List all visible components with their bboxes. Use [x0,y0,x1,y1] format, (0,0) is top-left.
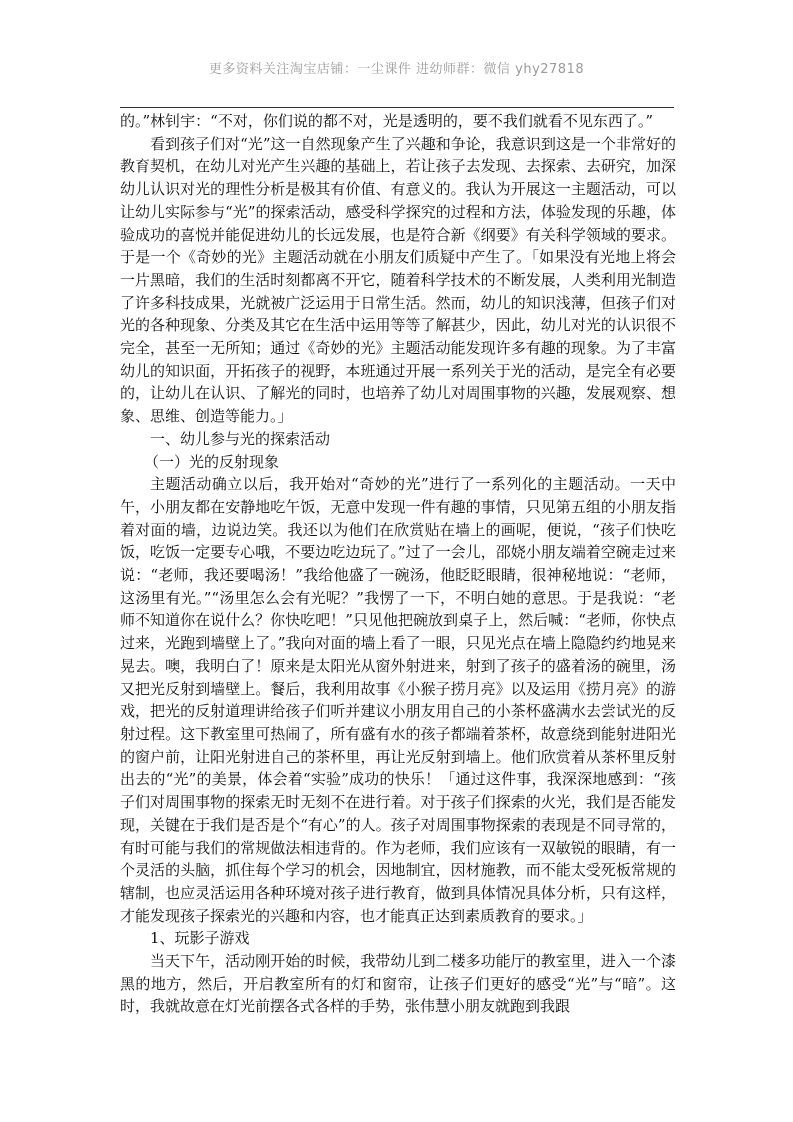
paragraph-shadow-game: 当天下午，活动刚开始的时候，我带幼儿到二楼多功能厅的教室里，进入一个漆黑的地方，然后，开启教室所有的灯和窗帘，让孩子们更好的感受“光”与“暗”。这时，我就故意在灯光前摆各式各样的手势，张伟慧小朋友就跑到我跟 [120,952,676,1016]
paragraph-continuation: 的。”林钊宇：“不对，你们说的都不对，光是透明的，要不我们就看不见东西了。” [120,112,654,130]
paragraph-reflection: 主题活动确立以后，我开始对“奇妙的光”进行了一系列化的主题活动。一天中午，小朋友都在安静地吃午饭，无意中发现一件有趣的事情，只见第五组的小朋友指着对面的墙，边说边笑。我还以为他们在欣赏贴在墙上的画呢，便说，“孩子们快吃饭，吃饭一定要专心哦，不要边吃边玩了。”过了一会儿，邵娆小朋友端着空碗走过来说：“老师，我还要喝汤！”我给他盛了一碗汤，他眨眨眼睛，很神秘地说：“老师，这汤里有光。”“汤里怎么会有光呢？”我愣了一下，不明白她的意思。于是我说：“老师不知道你在说什么？你快吃吧！”只见他把碗放到桌子上，然后喊：“老师，你快点过来，光跑到墙壁上了。”我向对面的墙上看了一眼，只见光点在墙上隐隐约约地晃来晃去。噢，我明白了！原来是太阳光从窗外射进来，射到了孩子的盛着汤的碗里，汤又把光反射到墙壁上。餐后，我利用故事《小猴子捞月亮》以及运用《捞月亮》的游戏，把光的反射道理讲给孩子们听并建议小朋友用自己的小茶杯盛满水去尝试光的反射过程。这下教室里可热闹了，所有盛有水的孩子都端着茶杯，故意绕到能射进阳光的窗户前，让阳光射进自己的茶杯里，再让光反射到墙上。他们欣赏着从茶杯里反射出去的“光”的美景，体会着“实验”成功的快乐！「通过这件事，我深深地感到：“孩子们对周围事物的探索无时无刻不在进行着。对于孩子们探索的火光，我们是否能发现，关键在于我们是否是个“有心”的人。孩子对周围事物探索的表现是不同寻常的，有时可能与我们的常规做法相违背的。作为老师，我们应该有一双敏锐的眼睛，有一个灵活的头脑，抓住每个学习的机会，因地制宜，因材施教，而不能太受死板常规的辖制，也应灵活运用各种环境对孩子进行教育，做到具体情况具体分析，只有这样，才能发现孩子探索光的兴趣和内容，也才能真正达到素质教育的要求。」 [120,475,676,925]
document-body [120,110,676,1018]
header-rule [120,107,674,108]
subsection-heading: （一）光的反射现象 [144,452,280,471]
section-heading: 一、幼儿参与光的探索活动 [150,429,331,448]
watermark-text: 更多资料关注淘宝店铺：一尘课件 进幼师群：微信 yhy27818 [208,62,585,77]
item-heading: 1、玩影子游戏 [150,929,250,948]
paragraph-intro: 看到孩子们对“光”这一自然现象产生了兴趣和争论，我意识到这是一个非常好的教育契机，在幼儿对光产生兴趣的基础上，若让孩子去发现、去探索、去研究，加深幼儿认识对光的理性分析是极其有价值、有意义的。我认为开展这一主题活动，可以让幼儿实际参与“光”的探索活动，感受科学探究的过程和方法，体验发现的乐趣，体验成功的喜悦并能促进幼儿的长远发展，也是符合新《纲要》有关科学领域的要求。于是一个《奇妙的光》主题活动就在小朋友们质疑中产生了。「如果没有光地上将会一片黑暗，我们的生活时刻都离不开它，随着科学技术的不断发展，人类利用光制造了许多科技成果，光就被广泛运用于日常生活。然而，幼儿的知识浅薄，但孩子们对光的各种现象、分类及其它在生活中运用等等了解甚少，因此，幼儿对光的认识很不完全，甚至一无所知；通过《奇妙的光》主题活动能发现许多有趣的现象。为了丰富幼儿的知识面，开拓孩子的视野，本班通过开展一系列关于光的活动，是完全有必要的，让幼儿在认识、了解光的同时，也培养了幼儿对周围事物的兴趣，发展观察、想象、思维、创造等能力。」 [120,134,676,426]
